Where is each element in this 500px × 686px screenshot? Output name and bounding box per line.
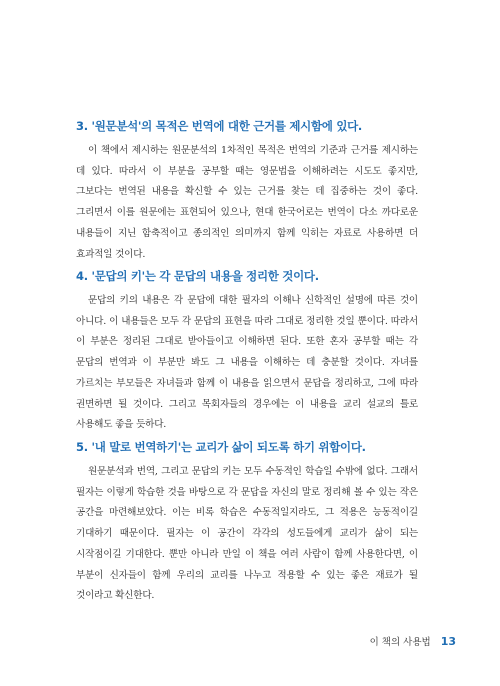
running-footer-title: 이 책의 사용법 <box>369 637 431 648</box>
section-paragraph: 문답의 키의 내용은 각 문답에 대한 필자의 이해나 신학적인 설명에 따른 것이 아니다. 이 내용들은 모두 각 문답의 표현을 따라 그대로 정리한 것일 뿐이다. 따라서 이 부분은 정리된 그대로 받아들이고 이해하면 된다. 또한 혼자 공부할 때는 각 문답의 번역과 이 부분만 봐도 그 내용을 이해하는 데 충분할 것이다. 자녀를 가르치는 부모들은 자녀들과 함께 이 내용을 읽으면서 문답을 정리하고, 그에 따라 권면하면 될 것이다. 그리고 목회자들의 경우에는 이 내용을 교리 설교의 틀로 사용해도 좋을 듯하다. <box>76 295 418 431</box>
section-heading: 4. '문답의 키'는 각 문답의 내용을 정리한 것이다. <box>76 269 319 283</box>
section-3 <box>76 118 418 265</box>
page-number: 13 <box>440 634 456 648</box>
section-heading: 3. '원문분석'의 목적은 번역에 대한 근거를 제시함에 있다. <box>76 119 363 133</box>
page-footer <box>370 634 456 648</box>
section-5 <box>76 439 418 607</box>
section-paragraph: 이 책에서 제시하는 원문분석의 1차적인 목적은 번역의 기준과 근거를 제시하는 데 있다. 따라서 이 부분을 공부할 때는 영문법을 이해하려는 시도도 좋지만, 그보다는 번역된 내용을 확신할 수 있는 근거를 찾는 데 집중하는 것이 좋다. 그리면서 이를 원문에는 표현되어 있으나, 현대 한국어로는 번역이 다소 까다로운 내용들이 지닌 함축적이고 종의적인 의미까지 함께 익히는 자료로 사용하면 더 효과적일 것이다. <box>76 145 418 260</box>
section-paragraph: 원문분석과 번역, 그리고 문답의 키는 모두 수동적인 학습일 수밖에 없다. 그래서 필자는 이렇게 학습한 것을 바탕으로 각 문답을 자신의 말로 정리해 볼 수 있는 작은 공간을 마련해보았다. 이는 비록 학습은 수동적일지라도, 그 적용은 능동적이길 기대하기 때문이다. 필자는 이 공간이 각각의 성도들에게 교리가 삶이 되는 시작점이길 기대한다. 뿐만 아니라 만일 이 책을 여러 사람이 함께 사용한다면, 이 부분이 신자들이 함께 우리의 교리를 나누고 적용할 수 있는 좋은 재료가 될 것이라고 확신한다. <box>76 466 418 602</box>
section-4 <box>76 268 418 436</box>
section-heading: 5. '내 말로 번역하기'는 교리가 삶이 되도록 하기 위함이다. <box>76 440 366 454</box>
